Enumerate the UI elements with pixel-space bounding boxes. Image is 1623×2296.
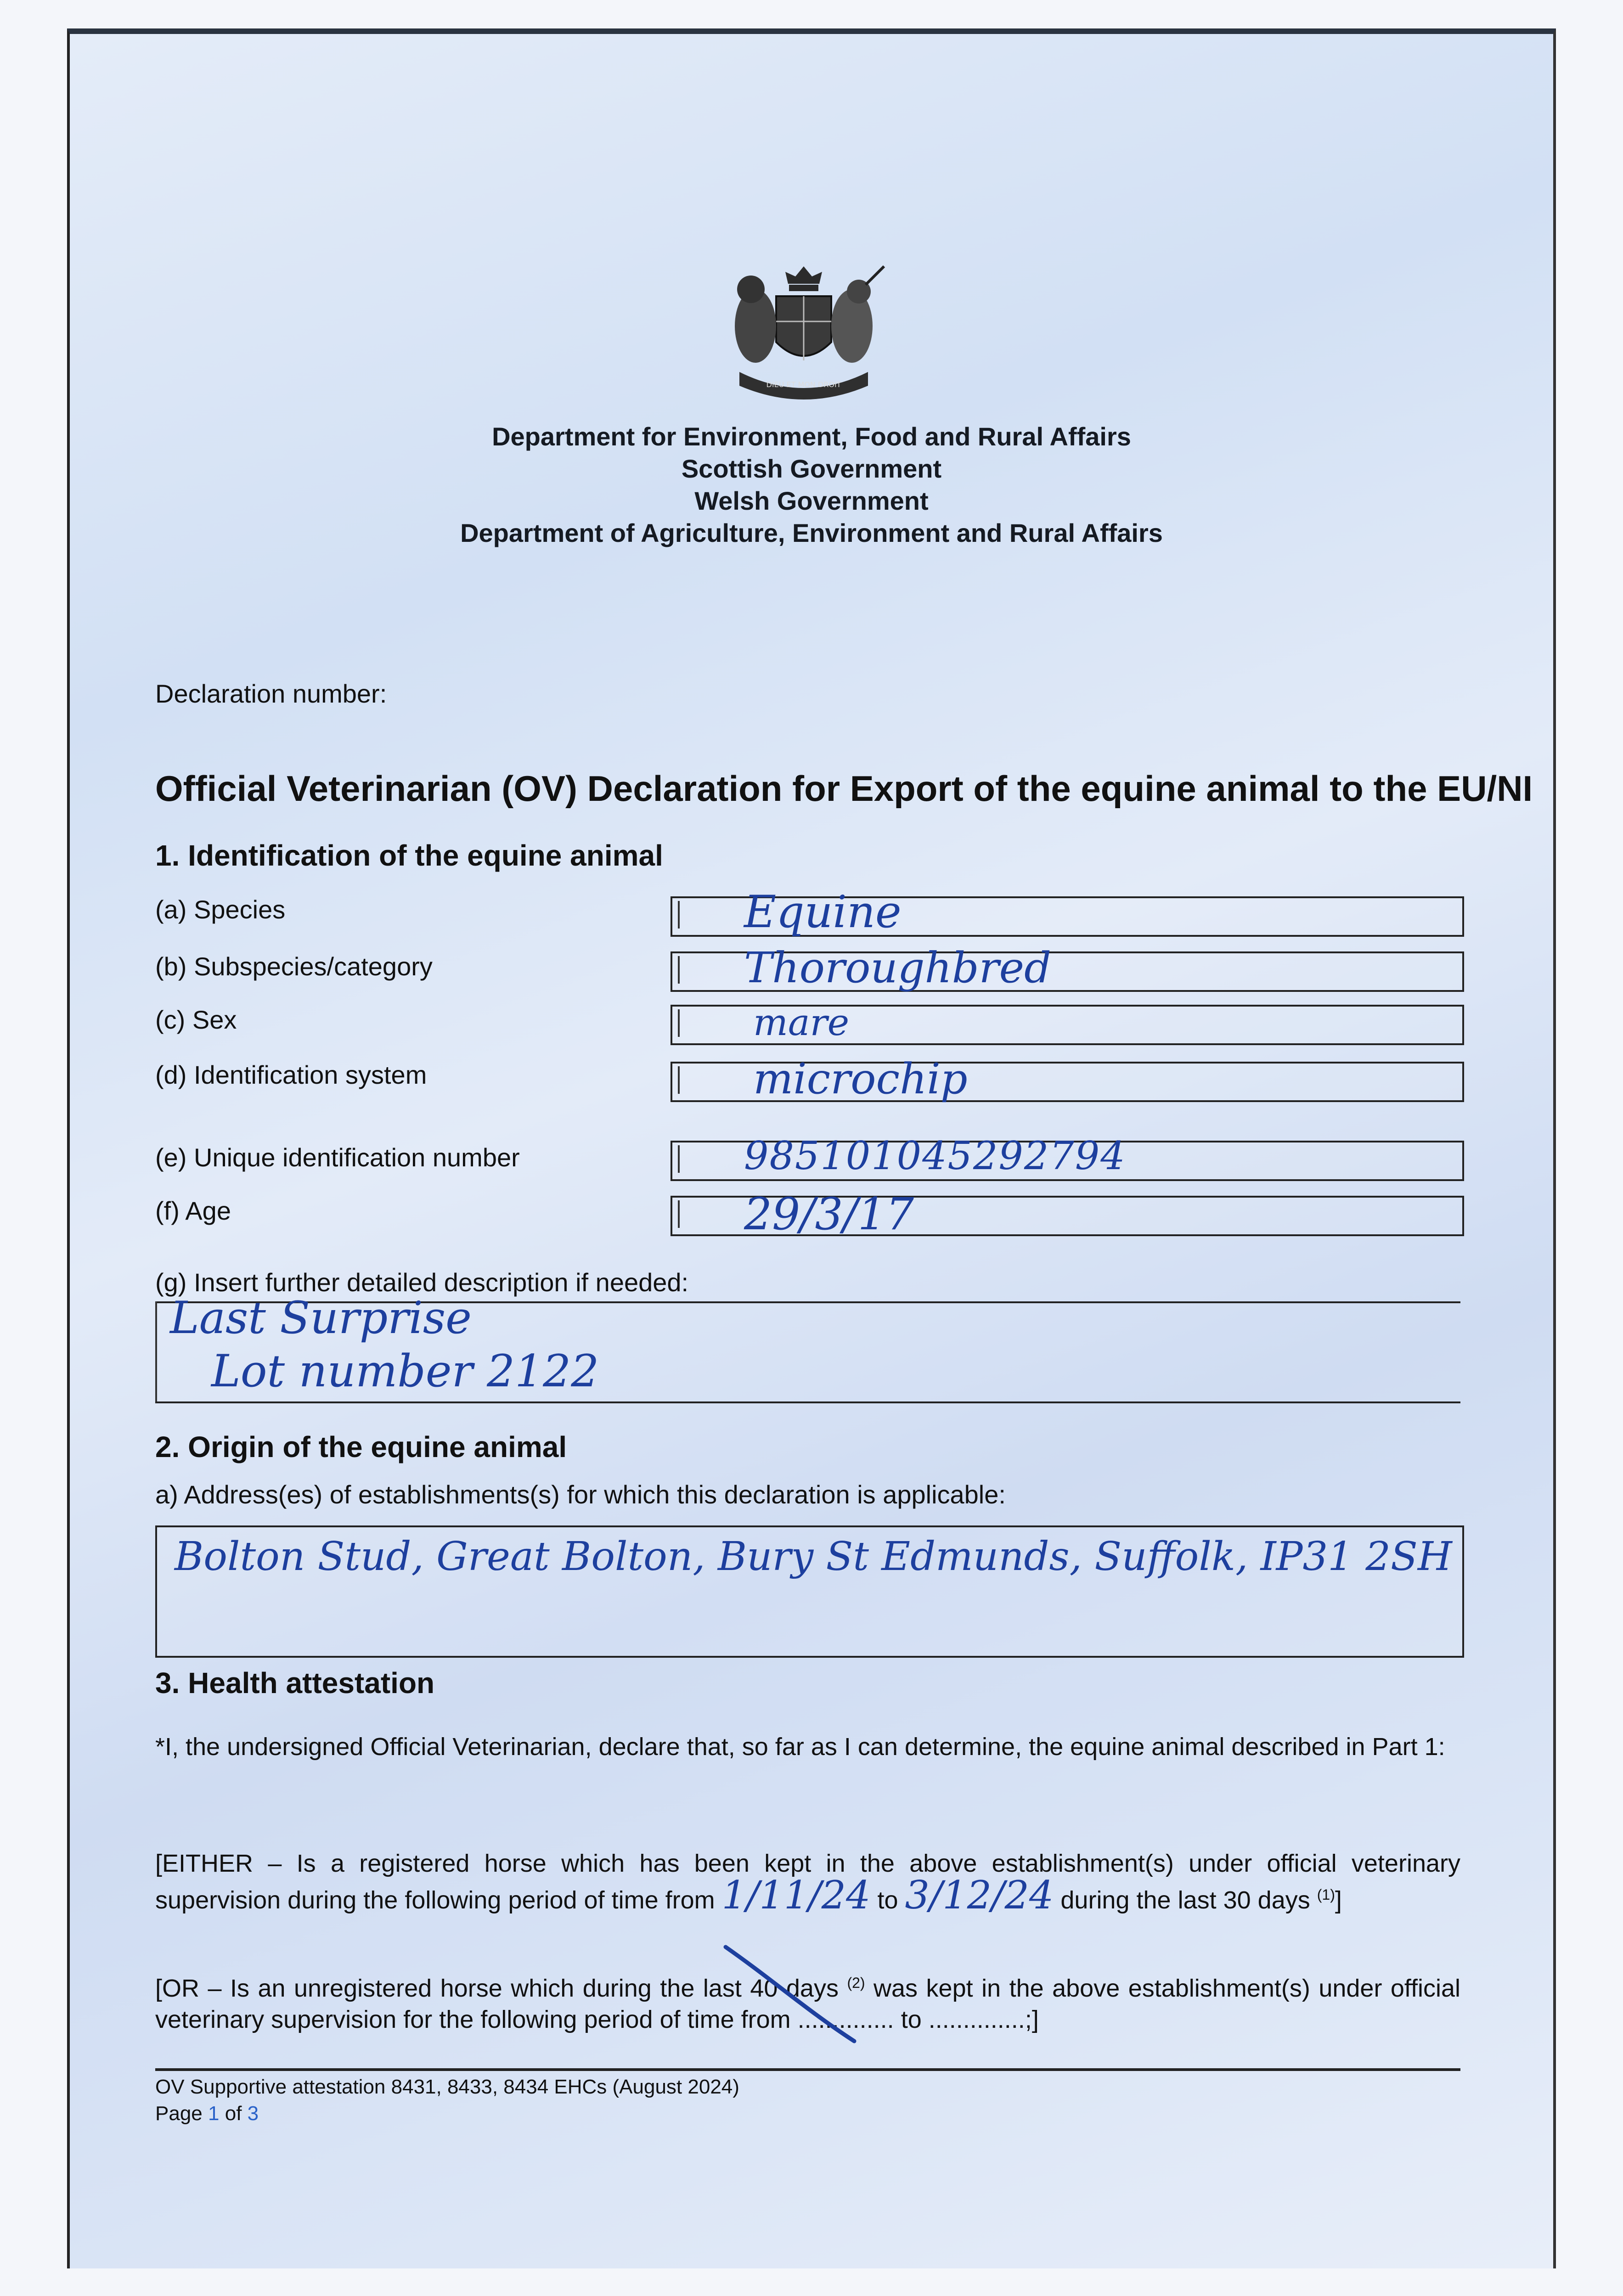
- species-value: Equine: [744, 886, 902, 938]
- or-clause: [OR – Is an unregistered horse which during the last 40 days $^{(2)}$ was kept in the above establishment(s) under official veterinary supervision for the following period of time from .............. to ..............;]: [155, 1975, 1460, 2033]
- address-value: Bolton Stud, Great Bolton, Bury St Edmunds, Suffolk, IP31 2SH: [175, 1534, 1452, 1580]
- header-line-welsh-government: Welsh Government: [694, 486, 929, 515]
- age-label: (f) Age: [155, 1196, 231, 1225]
- emblem-motto: DIEU ET MON DROIT: [766, 380, 841, 389]
- section-1-heading: 1. Identification of the equine animal: [155, 839, 663, 872]
- identification-system-label: (d) Identification system: [155, 1060, 427, 1089]
- health-attestation-intro: *I, the undersigned Official Veterinarian, declare that, so far as I can determine, the equine animal described in Part 1:: [155, 1733, 1445, 1761]
- header-line-daera: Department of Agriculture, Environment and Rural Affairs: [460, 518, 1163, 547]
- address-label: a) Address(es) of establishments(s) for which this declaration is applicable:: [155, 1480, 1006, 1509]
- either-to-date: 3/12/24: [905, 1873, 1054, 1918]
- page-number: Page 1 of 3: [155, 2102, 259, 2125]
- sex-label: (c) Sex: [155, 1005, 237, 1034]
- royal-coat-of-arms-emblem: [707, 257, 900, 409]
- either-from-date: 1/11/24: [721, 1873, 871, 1918]
- unique-id-label: (e) Unique identification number: [155, 1143, 520, 1172]
- sex-value: mare: [753, 1001, 850, 1044]
- header-line-defra: Department for Environment, Food and Rural Affairs: [492, 422, 1131, 451]
- subspecies-value: Thoroughbred: [744, 943, 1051, 992]
- species-label: (a) Species: [155, 895, 286, 924]
- subspecies-label: (b) Subspecies/category: [155, 952, 433, 981]
- strike-through-mark: [716, 1938, 863, 2048]
- unique-id-value: 985101045292794: [744, 1133, 1126, 1178]
- further-description-line-2: Lot number 2122: [211, 1345, 599, 1397]
- further-description-line-1: Last Surprise: [170, 1292, 472, 1344]
- footer-attestation-ref: OV Supportive attestation 8431, 8433, 8434 EHCs (August 2024): [155, 2076, 739, 2098]
- identification-system-value: microchip: [753, 1054, 968, 1103]
- further-description-label: (g) Insert further detailed description if needed:: [155, 1268, 689, 1297]
- section-2-heading: 2. Origin of the equine animal: [155, 1430, 567, 1463]
- header-line-scottish-government: Scottish Government: [681, 454, 942, 483]
- age-value: 29/3/17: [744, 1188, 914, 1240]
- either-clause: [EITHER – Is a registered horse which has been kept in the above establishment(s) under official veterinary supervision during the following period of time from 1/11/24 to 3/12/24 during the last 30 days $^{(1)}$]: [155, 1850, 1460, 1918]
- section-3-heading: 3. Health attestation: [155, 1666, 435, 1699]
- declaration-number-label: Declaration number:: [155, 679, 387, 708]
- document-title: Official Veterinarian (OV) Declaration for Export of the equine animal to the EU/NI: [155, 768, 1533, 809]
